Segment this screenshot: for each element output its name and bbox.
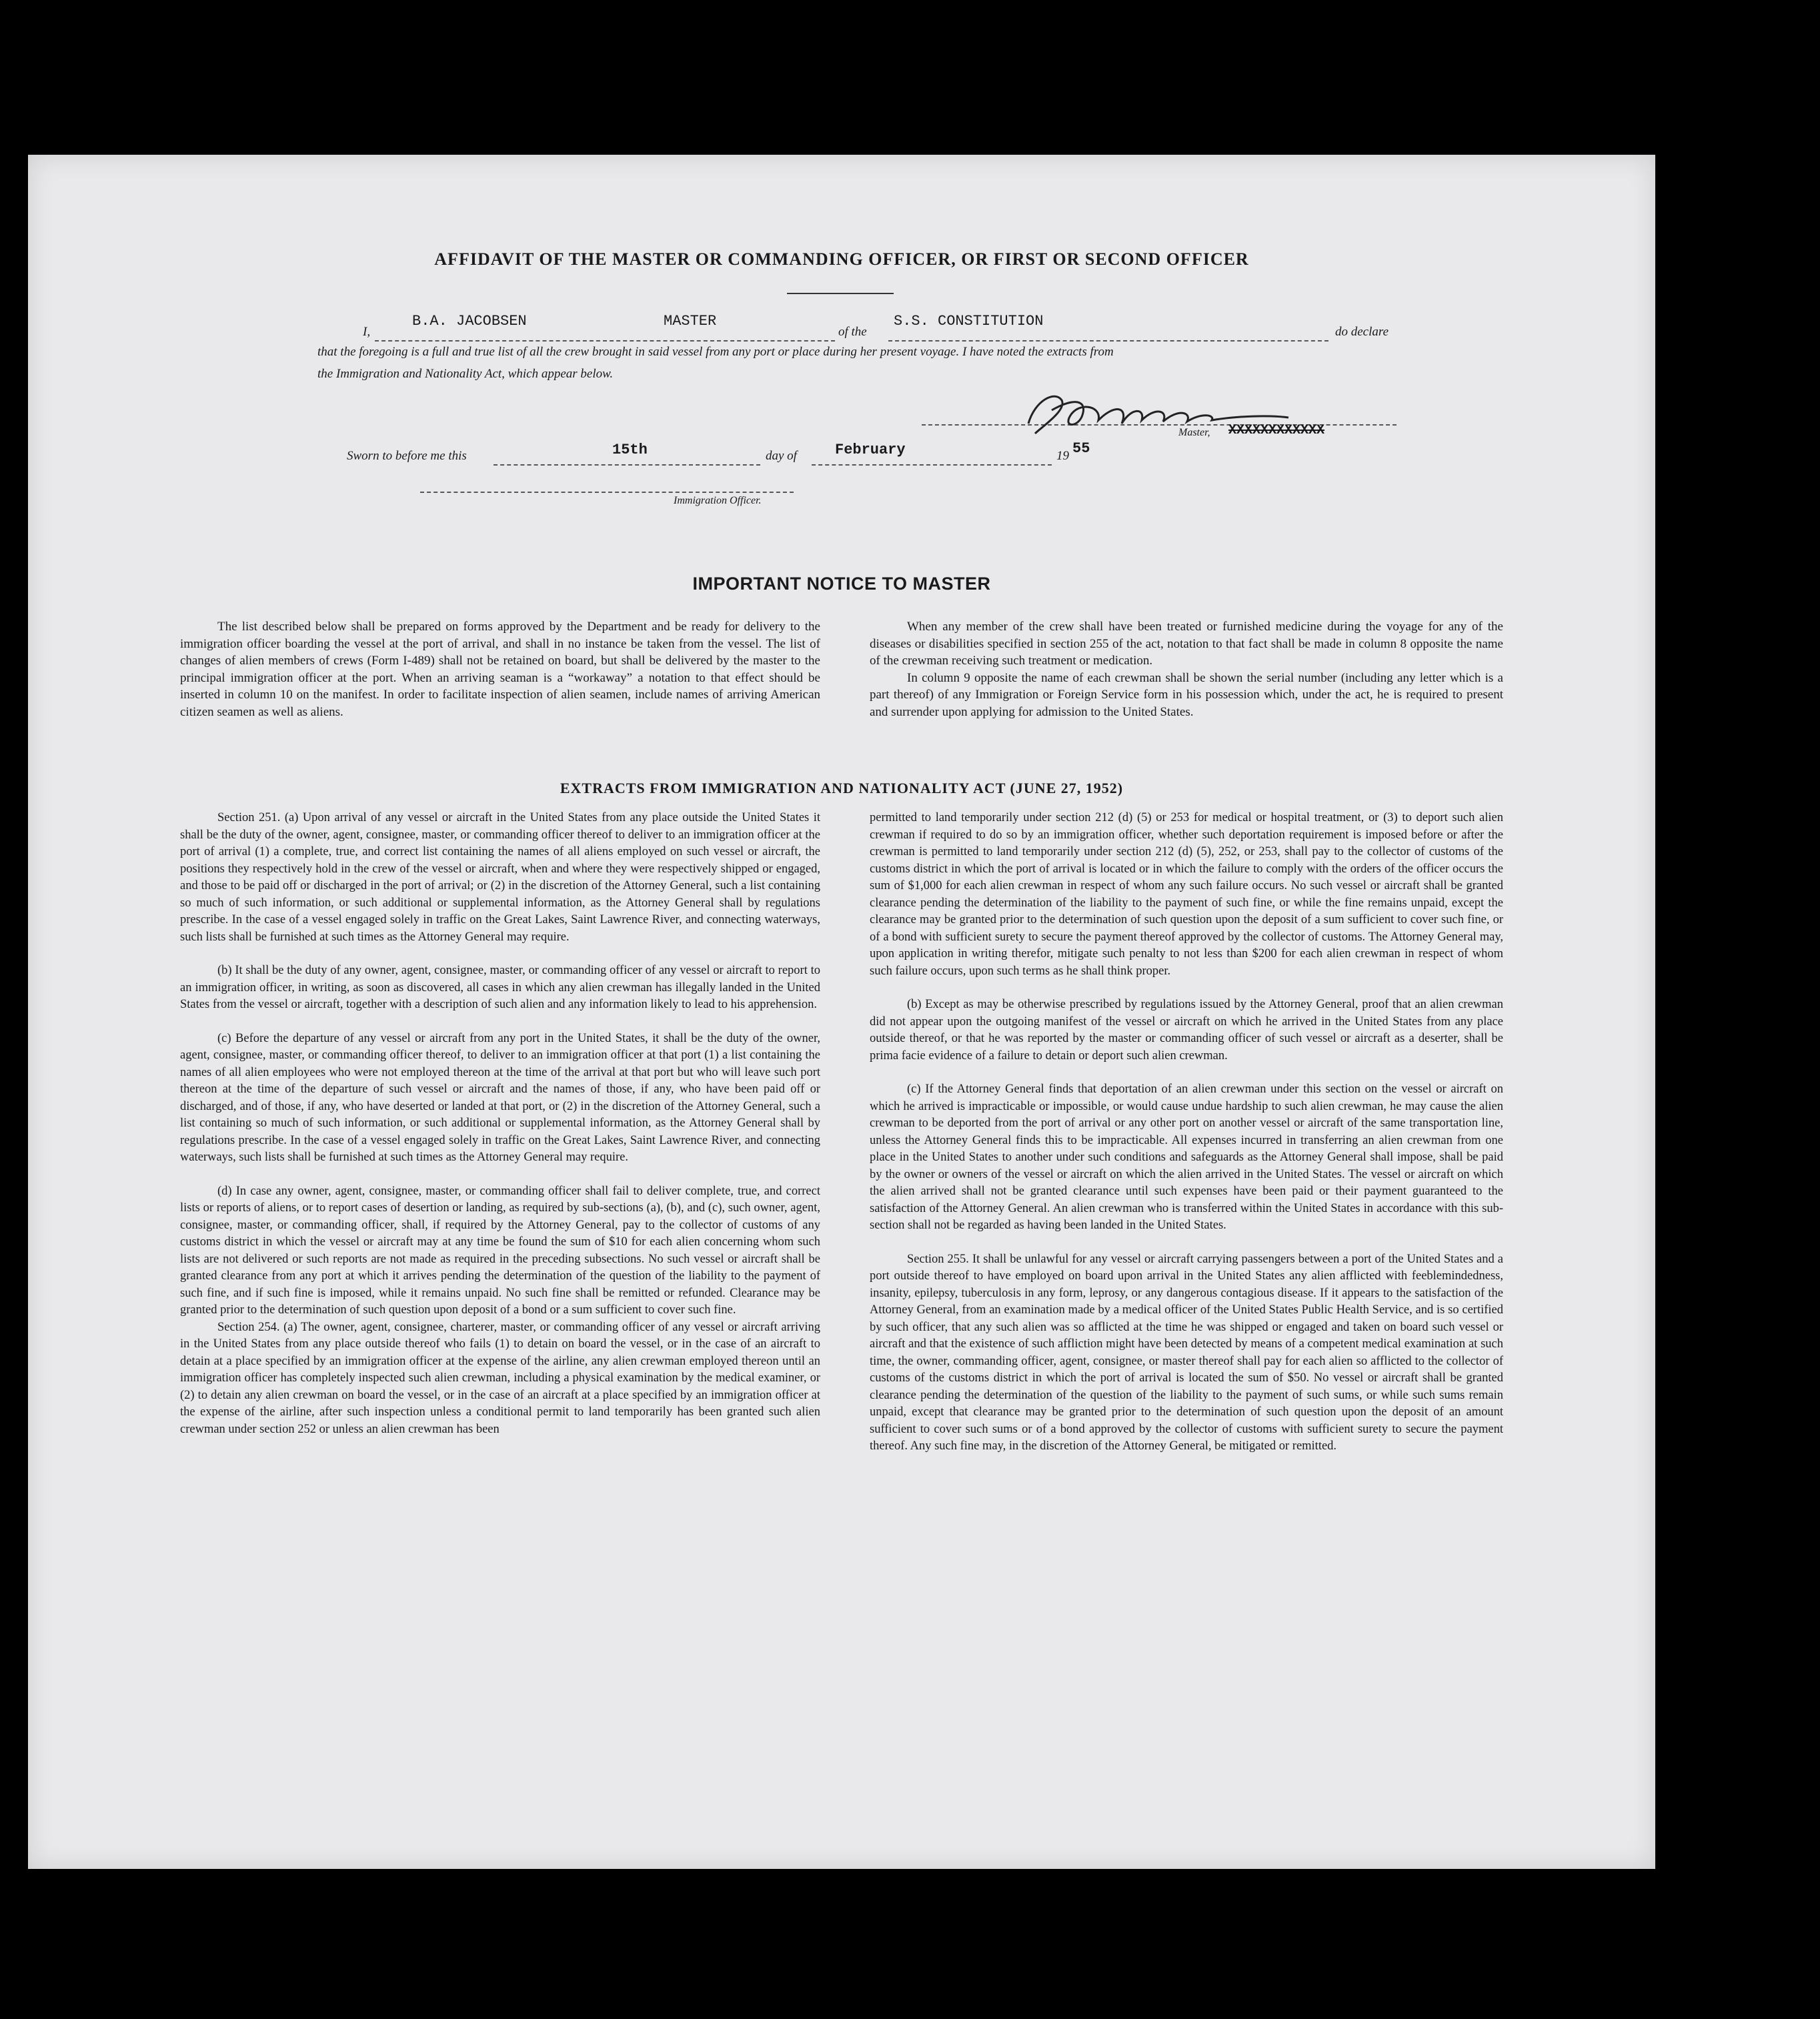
declaration-line-2: the Immigration and Nationality Act, which appear below. xyxy=(317,367,614,381)
sworn-label: Sworn to before me this xyxy=(347,449,467,463)
notice-right-column xyxy=(870,618,1503,720)
section-251a: Section 251. (a) Upon arrival of any vessel or aircraft in the United States from any place outside the United States it shall be the duty of the owner, agent, consignee, master, or commanding officer thereof to deliver to an immigration officer at the port of arrival (1) a complete, true, and correct list containing the names of all aliens employed on such vessel or aircraft, the positions they respectively hold in the crew of the vessel or aircraft, when and where they were respectively shipped or engaged, and those to be paid off or discharged in the port of arrival; or (2) in the discretion of the Attorney General, such a list containing so much of such information, or such additional or supplemental information, as the Attorney General shall by regulations prescribe. In the case of a vessel engaged solely in traffic on the Great Lakes, Saint Lawrence River, and connecting waterways, such lists shall be furnished at such times as the Attorney General may require. xyxy=(180,811,820,944)
name-line xyxy=(375,340,835,342)
section-251c: (c) Before the departure of any vessel or aircraft from any port in the United States, it shall be the duty of the owner, agent, consignee, master, or commanding officer thereof, to deliver to an immigration officer at that port (1) a list containing the names of all alien employees who were not employed thereon at the time of the arrival at that port but who will leave such port thereon at the time of the departure of such vessel or aircraft and the names of those, if any, who have been paid off or discharged, and of those, if any, who have deserted or landed at that port, or (2) in the discretion of the Attorney General, such a list containing so much of such information, or such additional or supplemental information, as the Attorney General shall by regulations prescribe. In the case of a vessel engaged solely in traffic on the Great Lakes, Saint Lawrence River, and connecting waterways, such lists shall be furnished at such times as the Attorney General may require. xyxy=(180,1031,820,1164)
sworn-day-line xyxy=(494,464,760,466)
year-prefix: 19 xyxy=(1056,449,1069,463)
do-declare-label: do declare xyxy=(1335,325,1389,339)
declaration-line-1: that the foregoing is a full and true list of all the crew brought in said vessel from any port or place during her present voyage. I have noted the extracts from xyxy=(317,345,1114,359)
vessel-line xyxy=(888,340,1328,342)
section-254c: (c) If the Attorney General finds that deportation of an alien crewman under this section on the vessel or aircraft on which he arrived is impracticable or impossible, or would cause undue hardship to such alien crewman, he may cause the alien crewman to be deported from the port of arrival or any other port on another vessel or aircraft of the same transportation line, unless the Attorney General finds this to be impracticable. All expenses incurred in transferring an alien crewman from one place in the United States to another under such conditions and safeguards as the Attorney General shall impose, shall be paid by the owner or owners of the vessel or aircraft on which the alien arrived in the United States. The vessel or aircraft on which the alien arrived shall not be granted clearance until such expenses have been paid or their payment guaranteed to the satisfaction of the Attorney General. An alien crewman who is transferred within the United States in accordance with this sub-section shall not be regarded as having been landed in the United States. xyxy=(870,1083,1503,1232)
section-251b: (b) It shall be the duty of any owner, agent, consignee, master, or commanding officer of any vessel or aircraft to report to an immigration officer, in writing, as soon as discovered, all cases in which any alien crewman has illegally landed in the United States from the vessel or aircraft, together with a description of such alien and any information likely to lead to his apprehension. xyxy=(180,964,820,1011)
section-254a: Section 254. (a) The owner, agent, consignee, charterer, master, or commanding officer of any vessel or aircraft arriving in the United States from any place outside thereof who fails (1) to detain on board the vessel, or in the case of an aircraft to detain at a place specified by an immigration officer at the expense of the airline, any alien crewman employed thereon until an immigration officer has completely inspected such alien crewman, including a physical examination by the medical examiner, or (2) to detain any alien crewman on board the vessel, or in the case of an aircraft at a place specified by an immigration officer at the expense of the airline, after such inspection unless a conditional permit to land temporarily has been granted such alien crewman under section 252 or unless an alien crewman has been xyxy=(180,1320,820,1436)
affidavit-title: AFFIDAVIT OF THE MASTER OR COMMANDING OFFICER, OR FIRST OR SECOND OFFICER xyxy=(434,249,1249,269)
vessel-name: S.S. CONSTITUTION xyxy=(894,313,1044,329)
master-label: Master, xyxy=(1178,427,1210,438)
master-struck-text: XXXXXXXXXXXX xyxy=(1228,423,1325,438)
notice-left-paragraph: The list described below shall be prepared on forms approved by the Department and be ready for delivery to the immigration officer boarding the vessel at the port of arrival, and shall in no instance be taken from the vessel. The list of changes of alien members of crews (Form I-489) shall not be retained on board, but shall be delivered by the master to the principal immigration officer at the port. When an arriving seaman is a “workaway” a notation to that effect should be inserted in column 10 on the manifest. In order to facilitate inspection of alien seamen, include names of arriving American citizen seamen as well as aliens. xyxy=(180,620,820,719)
notice-right-paragraph-1: When any member of the crew shall have been treated or furnished medicine during the voyage for any of the diseases or disabilities specified in section 255 of the act, notation to that fact shall be made in column 8 opposite the name of the crewman receiving such treatment or medication. xyxy=(870,620,1503,668)
notice-right-paragraph-2: In column 9 opposite the name of each crewman shall be shown the serial number (including any letter which is a part thereof) of any Immigration or Foreign Service form in his possession which, under the act, he is required to present and surrender upon applying for admission to the United States. xyxy=(870,670,1503,719)
section-254a-continued: permitted to land temporarily under section 212 (d) (5) or 253 for medical or hospital treatment, or (3) to deport such alien crewman if required to do so by an immigration officer, whether such deportation requirement is imposed before or after the crewman is permitted to land temporarily under section 212 (d) (5), 252, or 253, shall pay to the collector of customs of the customs district in which the port of arrival is located or in which the failure to comply with the orders of the officer occurs the sum of $1,000 for each alien crewman in respect of whom any such failure occurs. No such vessel or aircraft shall be granted clearance pending the determination of the liability to the payment of such fine, or while the fine remains unpaid, except the clearance may be granted prior to the determination of such question upon the deposit of a sum sufficient to cover such fine, or of a bond with sufficient surety to secure the payment thereof approved by the collector of customs. The Attorney General may, upon application in writing therefor, mitigate such penalty to not less than $200 for each alien crewman in respect of whom such failure occurs, upon such terms as he shall think proper. xyxy=(870,811,1503,978)
day-of-label: day of xyxy=(766,449,797,463)
section-255: Section 255. It shall be unlawful for any vessel or aircraft carrying passengers between a port of the United States and a port outside thereof to have employed on board upon arrival in the United States any alien afflicted with feeblemindedness, insanity, epilepsy, tuberculosis in any form, leprosy, or any dangerous contagious disease. If it appears to the satisfaction of the Attorney General, from an examination made by a medical officer of the United States Public Health Service, and is so certified by such officer, that any such alien was so afflicted at the time he was shipped or engaged and taken on board such vessel or aircraft and that the existence of such affliction might have been detected by means of a competent medical examination at such time, the owner, commanding officer, agent, consignee, or master thereof shall pay for each alien so afflicted to the collector of customs of the customs district in which the port of arrival is located the sum of $50. No vessel or aircraft shall be granted clearance pending the determination of the question of the liability to the payment of such sums, or while such sums remain unpaid, except that clearance may be granted prior to the determination of such question upon the deposit of an amount sufficient to cover such sums or of a bond approved by the collector of customs with sufficient surety to secure the payment thereof. Any such fine may, in the discretion of the Attorney General, be mitigated or remitted. xyxy=(870,1252,1503,1453)
lead-i: I, xyxy=(363,325,371,339)
section-251d: (d) In case any owner, agent, consignee, master, or commanding officer shall fail to deliver complete, true, and correct lists or reports of aliens, or to report cases of desertion or landing, as required by sub-sections (a), (b), and (c), such owner, agent, consignee, master, or commanding officer, shall, if required by the Attorney General, pay to the collector of customs of any customs district in which the vessel or aircraft may at any time be found the sum of $10 for each alien concerning whom such lists are not delivered or such reports are not made as required in the preceding subsections. No such vessel or aircraft shall be granted clearance from any port at which it arrives pending the determination of the question of the liability to the payment of such fine, and if such fine is imposed, while it remains unpaid. No such fine shall be remitted or refunded. Clearance may be granted prior to the determination of such question upon deposit of a bond or a sum sufficient to cover such fine. xyxy=(180,1184,820,1317)
notice-left-column xyxy=(180,618,820,720)
notice-title: IMPORTANT NOTICE TO MASTER xyxy=(692,574,991,594)
extracts-title: EXTRACTS FROM IMMIGRATION AND NATIONALITY ACT (JUNE 27, 1952) xyxy=(560,780,1124,796)
extracts-right-column xyxy=(870,810,1503,1455)
master-name: B.A. JACOBSEN xyxy=(412,313,527,329)
sworn-month-line xyxy=(812,464,1052,466)
document-page xyxy=(28,155,1655,1869)
sworn-day: 15th xyxy=(612,442,648,458)
title-underline xyxy=(787,293,894,294)
sworn-month: February xyxy=(835,442,906,458)
officer-label: Immigration Officer. xyxy=(674,495,762,506)
year-suffix: 55 xyxy=(1072,440,1090,457)
of-the-label: of the xyxy=(838,325,867,339)
extracts-left-column xyxy=(180,810,820,1438)
section-254b: (b) Except as may be otherwise prescribed by regulations issued by the Attorney General, proof that an alien crewman did not appear upon the outgoing manifest of the vessel or aircraft on which he arrived in the United States from any place outside thereof, or that he was reported by the master or commanding officer of such vessel or aircraft as a deserter, shall be prima facie evidence of a failure to detain or deport such alien crewman. xyxy=(870,998,1503,1063)
master-rank: MASTER xyxy=(664,313,717,329)
officer-line xyxy=(420,492,794,493)
